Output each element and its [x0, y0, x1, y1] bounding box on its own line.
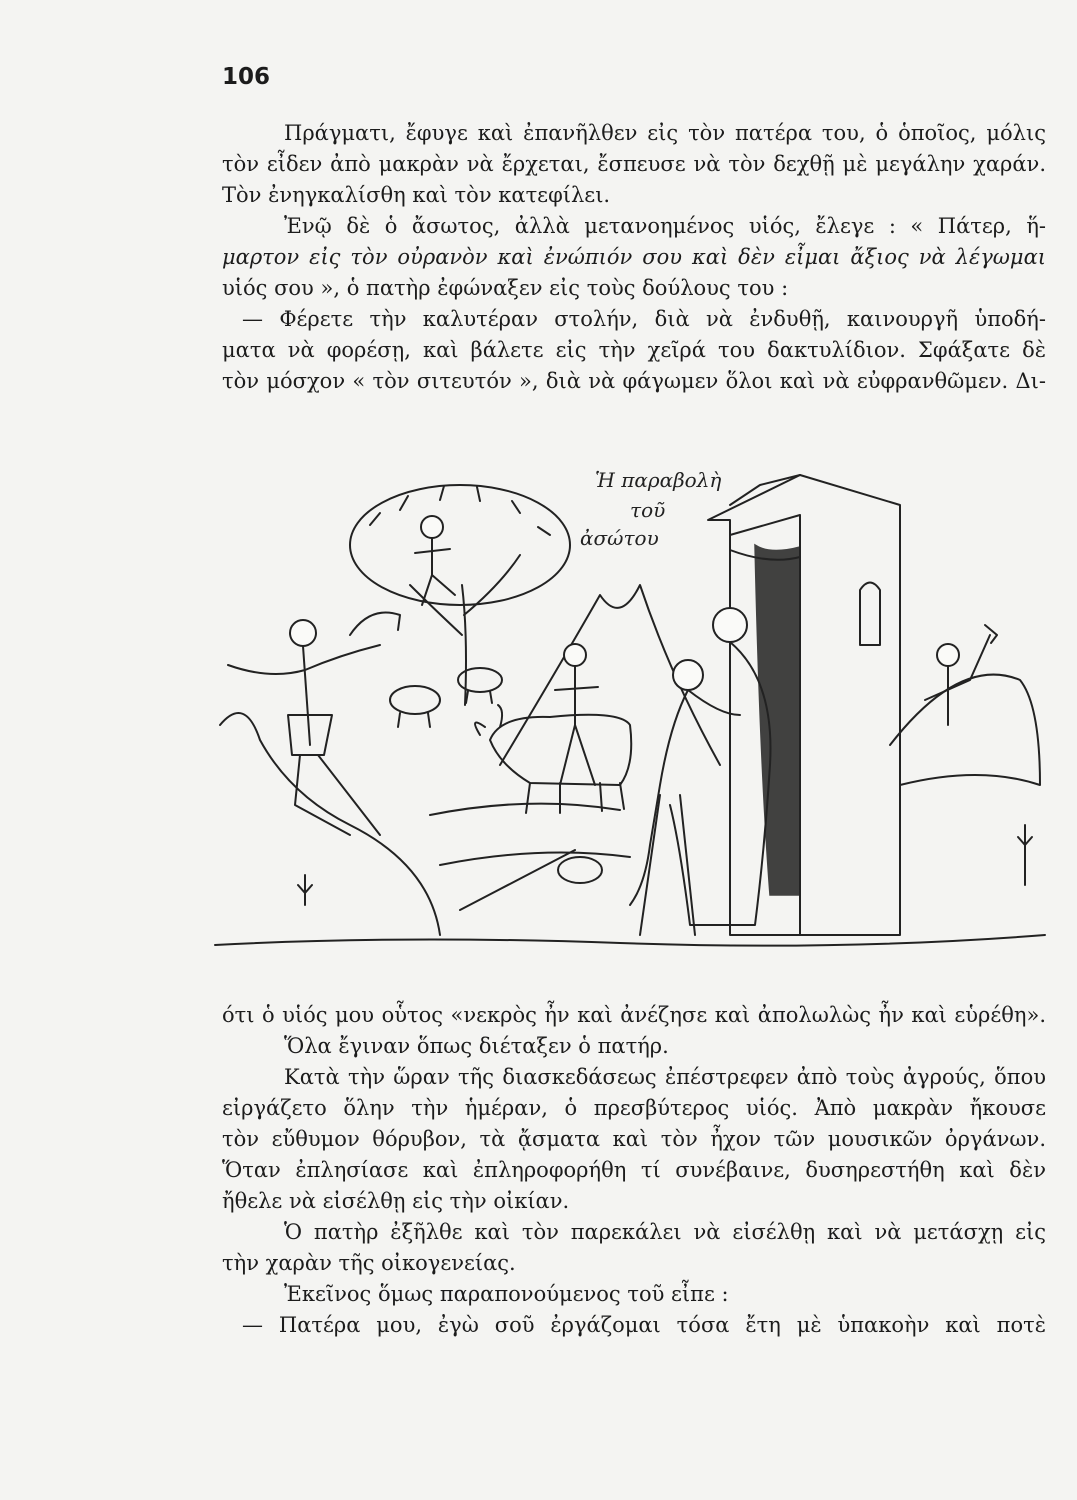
- text-line: υἱός σου », ὁ πατὴρ ἐφώναξεν εἰς τοὺς δούλους του :: [222, 276, 789, 300]
- text-block-top: [222, 118, 1046, 397]
- pigs: [390, 668, 502, 727]
- plant-left: [298, 875, 312, 905]
- text-line: — Πατέρα μου, ἐγὼ σοῦ ἐργάζομαι τόσα ἔτη μὲ ὑπακοὴν καὶ ποτὲ: [242, 1313, 1046, 1337]
- ox: [475, 705, 631, 813]
- figure-in-tree: [415, 516, 455, 605]
- text-block-bottom: [222, 1000, 1046, 1341]
- text-line: μαρτον εἰς τὸν οὐρανὸν καὶ ἐνώπιόν σου καὶ δὲν εἶμαι ἄξιος νὰ λέγωμαι: [222, 245, 1046, 269]
- father-and-son: [630, 608, 771, 935]
- text-line: τὸν εἶδεν ἀπὸ μακρὰν νὰ ἔρχεται, ἔσπευσε νὰ τὸν δεχθῇ μὲ μεγάλην χαράν.: [222, 152, 1046, 176]
- illustration-caption-line2: τοῦ: [630, 498, 666, 522]
- text-line: τὴν χαρὰν τῆς οἰκογενείας.: [222, 1251, 516, 1275]
- text-line: — Φέρετε τὴν καλυτέραν στολήν, διὰ νὰ ἐνδυθῇ, καινουργῆ ὑποδή-: [242, 307, 1046, 331]
- text-line: τὸν μόσχον « τὸν σιτευτόν », διὰ νὰ φάγωμεν ὅλοι καὶ νὰ εὐφρανθῶμεν. Δι-: [222, 369, 1046, 393]
- text-line: τὸν εὔθυμον θόρυβον, τὰ ᾄσματα καὶ τὸν ἦχον τῶν μουσικῶν ὀργάνων.: [222, 1127, 1046, 1151]
- text-line: ότι ὁ υἱός μου οὗτος «νεκρὸς ἦν καὶ ἀνέζησε καὶ ἀπολωλὼς ἦν καὶ εὑρέθη».: [222, 1003, 1046, 1027]
- text-line: Πράγματι, ἔφυγε καὶ ἐπανῆλθεν εἰς τὸν πατέρα του, ὁ ὁποῖος, μόλις: [284, 121, 1046, 145]
- text-line: Ὅταν ἐπλησίασε καὶ ἐπληροφορήθη τί συνέβαινε, δυσηρεστήθη καὶ δὲν: [222, 1158, 1046, 1182]
- prodigal-son-illustration: [200, 465, 1050, 985]
- road: [430, 804, 630, 865]
- ground-line: [215, 935, 1045, 946]
- page-number: 106: [222, 64, 271, 90]
- text-line: Τὸν ἐνηγκαλίσθη καὶ τὸν κατεφίλει.: [222, 183, 611, 207]
- text-line: Ἐκεῖνος ὅμως παραπονούμενος τοῦ εἶπε :: [284, 1282, 729, 1306]
- text-line: Ἐνῷ δὲ ὁ ἄσωτος, ἀλλὰ μετανοημένος υἱός, ἔλεγε : « Πάτερ, ἥ-: [284, 214, 1046, 238]
- illustration-caption-line3: ἀσώτου: [580, 526, 659, 550]
- text-line: εἰργάζετο ὅλην τὴν ἡμέραν, ὁ πρεσβύτερος υἱός. Ἀπὸ μακρὰν ἤκουσε: [222, 1096, 1046, 1120]
- text-line: ἤθελε νὰ εἰσέλθῃ εἰς τὴν οἰκίαν.: [222, 1189, 570, 1213]
- text-line: Ὅλα ἔγιναν ὅπως διέταξεν ὁ πατήρ.: [284, 1034, 669, 1058]
- text-line: Κατὰ τὴν ὥραν τῆς διασκεδάσεως ἐπέστρεφεν ἀπὸ τοὺς ἀγρούς, ὅπου: [284, 1065, 1046, 1089]
- plant-right: [1018, 825, 1032, 885]
- text-line: Ὁ πατὴρ ἐξῆλθε καὶ τὸν παρεκάλει νὰ εἰσέλθῃ καὶ νὰ μετάσχῃ εἰς: [284, 1220, 1046, 1244]
- house: [708, 475, 900, 935]
- olive-tree: [350, 485, 570, 705]
- text-line: ματα νὰ φορέσῃ, καὶ βάλετε εἰς τὴν χεῖρά του δακτυλίδιον. Σφάξατε δὲ: [222, 338, 1046, 362]
- pot: [558, 857, 602, 883]
- illustration-caption-line1: Ἡ παραβολὴ: [595, 468, 722, 492]
- right-hill: [890, 675, 1040, 785]
